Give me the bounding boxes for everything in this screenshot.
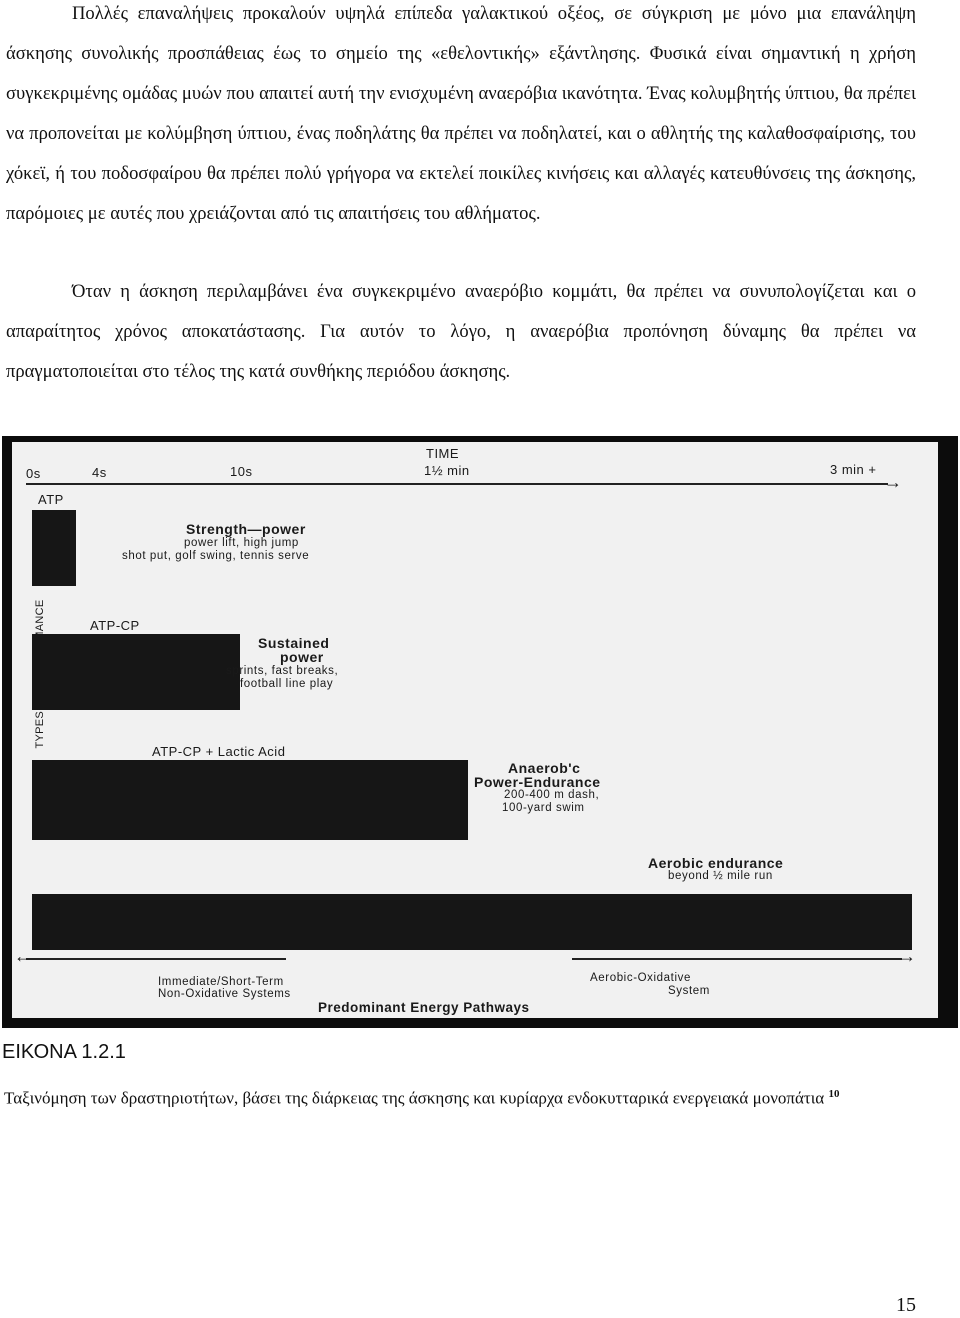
bar-2-title-1: Sustained [258, 635, 330, 651]
bar-3-line-1: 200-400 m dash, [504, 789, 600, 801]
bar-3-title-2: Power-Endurance [474, 774, 601, 790]
pathway-left-2: Non-Oxidative Systems [158, 988, 291, 1000]
bar-1-title: Strength—power [186, 521, 306, 537]
bar-1-line-2: shot put, golf swing, tennis serve [122, 550, 310, 562]
bar-atp-cp-lactic [32, 760, 468, 840]
pathway-arrowhead-left: ← [14, 946, 32, 966]
figure-caption [4, 1078, 916, 1115]
pathway-arrowhead-right: → [898, 946, 916, 966]
reference-number: 10 [828, 1088, 840, 1100]
system-label-atp-cp-lactic: ATP-CP + Lactic Acid [152, 744, 286, 759]
pathway-arrow-right [572, 958, 902, 960]
pathway-right-2: System [668, 985, 710, 997]
pathway-left-1: Immediate/Short-Term [158, 976, 284, 988]
bar-atp [32, 510, 76, 586]
time-header: TIME [426, 446, 460, 461]
bar-4-line-1: beyond ½ mile run [668, 870, 773, 882]
bar-atp-cp [32, 634, 240, 710]
bar-2-line-2: football line play [240, 678, 334, 690]
pathway-right-1: Aerobic-Oxidative [590, 972, 691, 984]
bar-3-title-1: Anaerob'c [508, 760, 581, 776]
figure-label: ΕΙΚΟΝΑ 1.2.1 [2, 1041, 126, 1063]
pathway-arrow-left [26, 958, 286, 960]
time-label-4s: 4s [92, 465, 107, 480]
system-label-atp-cp: ATP-CP [90, 618, 140, 633]
time-label-3min: 3 min + [830, 462, 877, 477]
page-number: 15 [896, 1294, 916, 1316]
bar-aerobic [32, 894, 912, 950]
time-label-1-5min: 1½ min [424, 463, 470, 478]
figure-plate [12, 442, 938, 1018]
bar-1-line-1: power lift, high jump [184, 537, 299, 549]
time-axis-arrow: → [884, 472, 902, 492]
bar-2-title-2: power [280, 649, 324, 665]
bar-4-title: Aerobic endurance [648, 855, 784, 871]
bar-3-line-2: 100-yard swim [502, 802, 585, 814]
time-label-0s: 0s [26, 466, 41, 481]
system-label-atp: ATP [38, 492, 64, 507]
time-axis-line [26, 483, 888, 485]
bar-2-line-1: sprints, fast breaks, [226, 665, 339, 677]
time-label-10s: 10s [230, 464, 253, 479]
paragraph-1: Πολλές επαναλήψεις προκαλούν υψηλά επίπεδα γαλακτικού οξέος, σε σύγκριση με μόνο μια επανάληψη άσκησης συνολικής προσπάθειας έως το σημείο της «εθελοντικής» εξάντλησης. Φυσικά είναι σημαντική η χρήση συγκεκριμένης ομάδας μυών που απαιτεί αυτή την ενισχυμένη αναερόβια ικανότητα. Ένας κολυμβητής ύπτιου, θα πρέπει να προπονείται με κολύμβηση ύπτιου, ένας ποδηλάτης θα πρέπει να ποδηλατεί, και ο αθλητής της καλαθοσφαίρισης, του χόκεϊ, ή του ποδοσφαίρου θα πρέπει πολύ γρήγορα να εκτελεί ποικίλες κινήσεις και αλλαγές κατευθύνσεις της άσκησης, παρόμοιες με αυτές που χρειάζονται από τις απαιτήσεις του αθλήματος. [6, 3, 916, 224]
figure-caption-text: Ταξινόμηση των δραστηριοτήτων, βάσει της διάρκειας της άσκησης και κυρίαρχα ενδοκυτταρικά ενεργειακά μονοπάτια [4, 1088, 825, 1108]
paragraph-2: Όταν η άσκηση περιλαμβάνει ένα συγκεκριμένο αναερόβιο κομμάτι, θα πρέπει να συνυπολογίζεται και ο απαραίτητος χρόνος αποκατάστασης. Για αυτόν το λόγο, η αναερόβια προπόνηση δύναμης θα πρέπει να πραγματοποιείται στο τέλος της κατά συνθήκης περιόδου άσκησης. [6, 281, 916, 382]
energy-pathways-figure [2, 436, 958, 1028]
pathway-footer: Predominant Energy Pathways [318, 1000, 530, 1015]
